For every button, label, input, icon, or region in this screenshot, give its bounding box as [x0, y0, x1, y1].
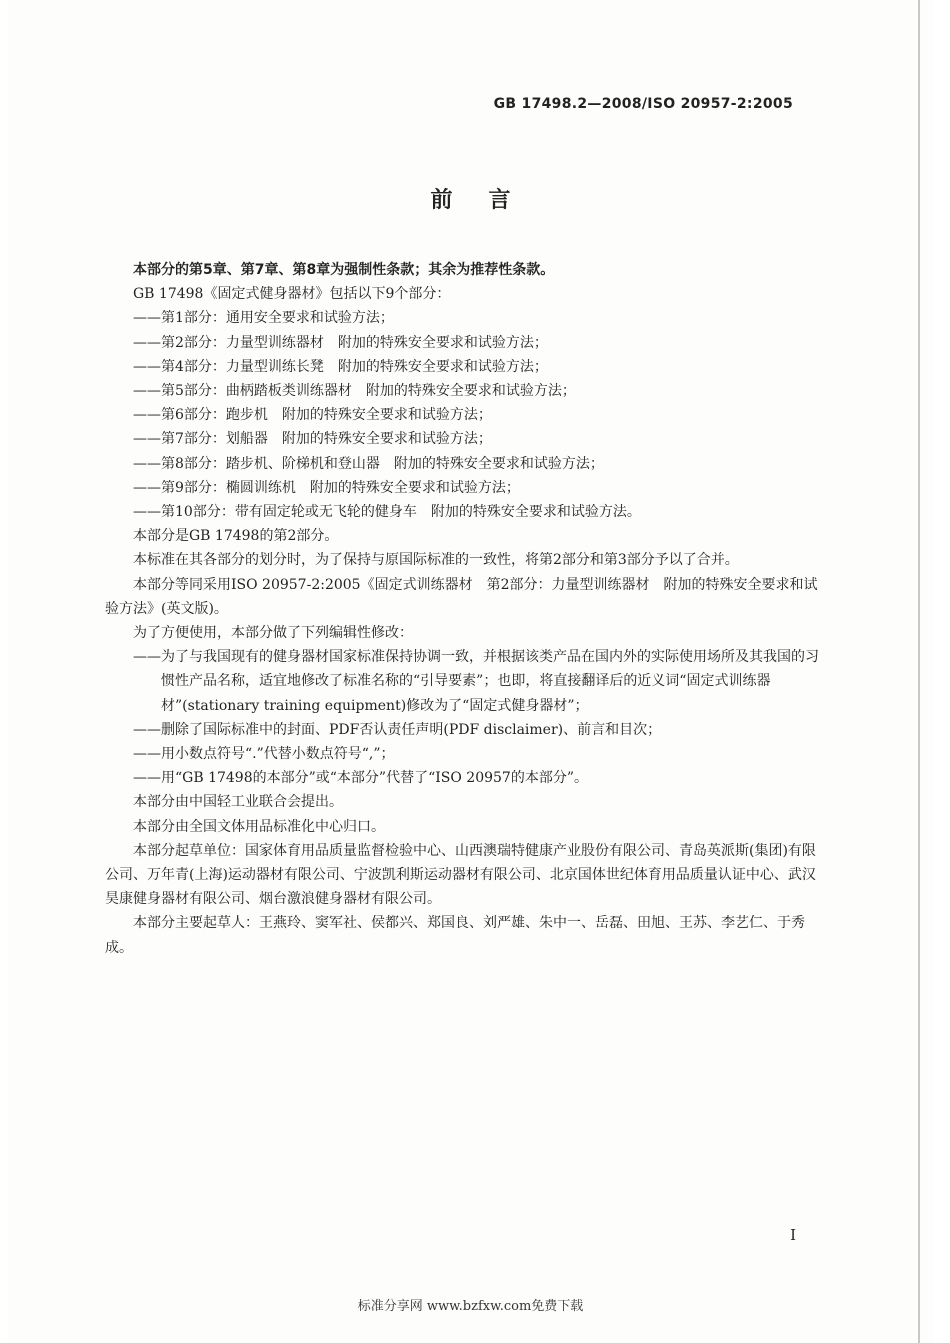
drafters: 本部分主要起草人：王燕玲、窦军社、侯都兴、郑国良、刘严雄、朱中一、岳磊、田旭、王苏、李艺仁、于秀成。 [105, 915, 805, 956]
list-item: ——第4部分：力量型训练长凳 附加的特殊安全要求和试验方法； [133, 358, 548, 375]
mandatory-clause-note: 本部分的第5章、第7章、第8章为强制性条款；其余为推荐性条款。 [133, 262, 555, 278]
list-item: ——第5部分：曲柄踏板类训练器材 附加的特殊安全要求和试验方法； [133, 383, 576, 400]
list-item: ——第1部分：通用安全要求和试验方法； [133, 310, 394, 327]
paragraph: 本部分由全国文体用品标准化中心归口。 [133, 818, 385, 835]
foreword-body [105, 258, 820, 960]
paragraph: 本部分等同采用ISO 20957-2:2005《固定式训练器材 第2部分：力量型训练器材 附加的特殊安全要求和试验方法》(英文版)。 [105, 576, 818, 617]
page-number: I [790, 1226, 796, 1244]
edit-item: ——删除了国际标准中的封面、PDF否认责任声明(PDF disclaimer)、前言和目次； [133, 721, 662, 738]
list-item: ——第6部分：跑步机 附加的特殊安全要求和试验方法； [133, 407, 492, 424]
parts-intro: GB 17498《固定式健身器材》包括以下9个部分： [133, 286, 451, 303]
footer-watermark: 标准分享网 www.bzfxw.com免费下载 [357, 1299, 584, 1314]
list-item: ——第8部分：踏步机、阶梯机和登山器 附加的特殊安全要求和试验方法； [133, 455, 604, 472]
page-title: 前言 [430, 188, 547, 213]
list-item: ——第10部分：带有固定轮或无飞轮的健身车 附加的特殊安全要求和试验方法。 [133, 504, 641, 521]
drafting-units: 本部分起草单位：国家体育用品质量监督检验中心、山西澳瑞特健康产业股份有限公司、青岛英派斯(集团)有限公司、万年青(上海)运动器材有限公司、宁波凯利斯运动器材有限公司、北京国体世纪体育用品质量认证中心、武汉昊康健身器材有限公司、烟台激浪健身器材有限公司。 [105, 842, 816, 908]
list-item: ——第2部分：力量型训练器材 附加的特殊安全要求和试验方法； [133, 334, 548, 351]
paragraph: 本部分是GB 17498的第2部分。 [133, 528, 339, 545]
list-item: ——第7部分：划船器 附加的特殊安全要求和试验方法； [133, 431, 492, 448]
paragraph: 本标准在其各部分的划分时，为了保持与原国际标准的一致性，将第2部分和第3部分予以了合并。 [133, 552, 739, 569]
paragraph: 本部分由中国轻工业联合会提出。 [133, 794, 343, 811]
standard-code: GB 17498.2—2008/ISO 20957-2:2005 [493, 96, 793, 112]
edit-item: ——用“GB 17498的本部分”或“本部分”代替了“ISO 20957的本部分”。 [133, 770, 588, 787]
list-item: ——第9部分：椭圆训练机 附加的特殊安全要求和试验方法； [133, 479, 520, 496]
edit-item: ——为了与我国现有的健身器材国家标准保持协调一致，并根据该类产品在国内外的实际使用场所及其我国的习惯性产品名称，适宜地修改了标准名称的“引导要素”；也即，将直接翻译后的近义词“固定式训练器材”(stationary training equipment)修改为了“固定式健身器材”； [133, 649, 819, 714]
edit-item: ——用小数点符号“.”代替小数点符号“,”； [133, 746, 395, 763]
page-edge [918, 0, 920, 1343]
paragraph: 为了方便使用，本部分做了下列编辑性修改： [133, 625, 413, 642]
document-page [8, 0, 933, 1343]
